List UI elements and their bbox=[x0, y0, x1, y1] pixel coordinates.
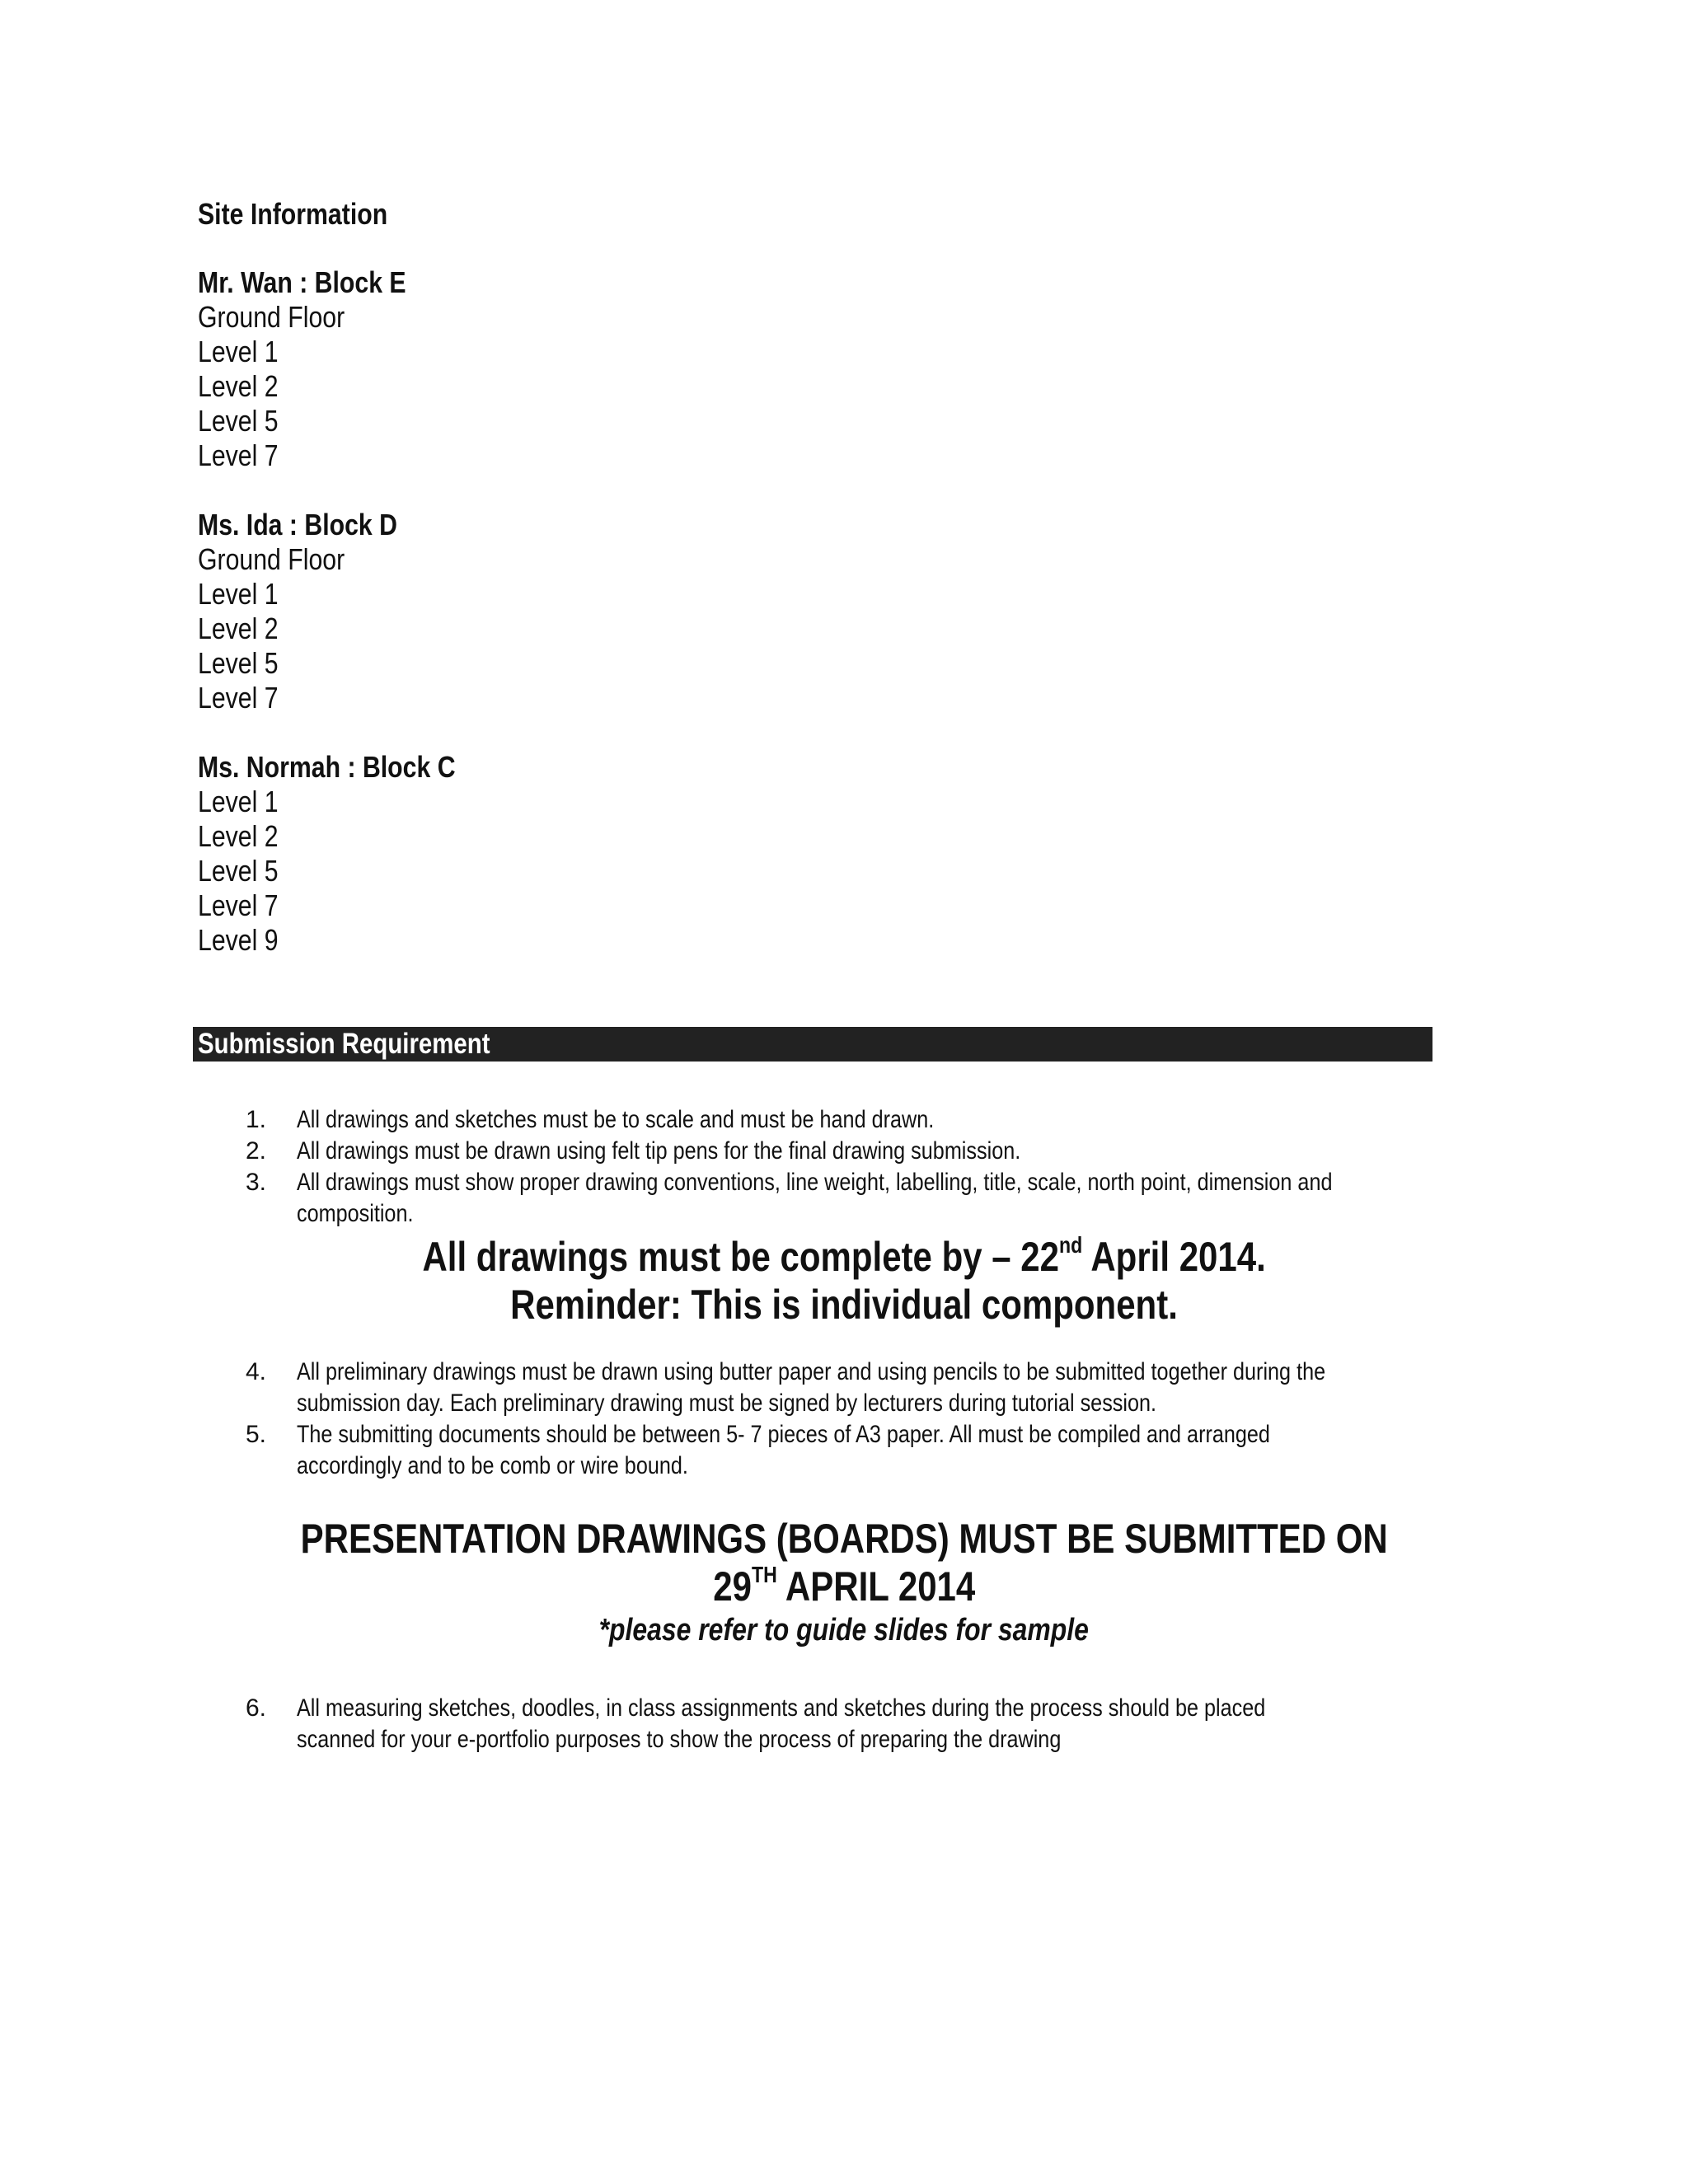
block-heading: Ms. Ida : Block D bbox=[198, 508, 397, 541]
list-item: 2. All drawings must be drawn using felt tip pens for the final drawing submission. bbox=[246, 1137, 1021, 1165]
level-item: Level 2 bbox=[198, 612, 279, 645]
level-item: Level 2 bbox=[198, 819, 279, 853]
level-item: Ground Floor bbox=[198, 542, 345, 576]
level-item: Ground Floor bbox=[198, 300, 345, 334]
submission-requirement-heading: Submission Requirement bbox=[193, 1027, 1432, 1062]
requirements-list bbox=[198, 1104, 1434, 1230]
level-item: Level 5 bbox=[198, 854, 279, 888]
requirements-list bbox=[198, 1693, 1434, 1755]
list-item: 5. The submitting documents should be between 5- 7 pieces of A3 paper. All must be compiled and arranged accordingly and to be comb or wire bound. bbox=[246, 1421, 1270, 1479]
block-d-section bbox=[198, 508, 435, 715]
level-item: Level 5 bbox=[198, 404, 279, 438]
level-item: Level 1 bbox=[198, 335, 279, 368]
block-heading: Ms. Normah : Block C bbox=[198, 750, 456, 784]
block-heading: Mr. Wan : Block E bbox=[198, 265, 406, 299]
level-item: Level 7 bbox=[198, 438, 279, 472]
list-item: 3. All drawings must show proper drawing conventions, line weight, labelling, title, scale, north point, dimension and composition. bbox=[246, 1169, 1333, 1227]
requirements-list bbox=[198, 1357, 1434, 1482]
block-c-section bbox=[198, 750, 504, 958]
list-item: 6. All measuring sketches, doodles, in class assignments and sketches during the process should be placed scanned for your e-portfolio purposes to show the process of preparing the drawing bbox=[246, 1694, 1266, 1753]
level-item: Level 1 bbox=[198, 785, 279, 818]
level-item: Level 9 bbox=[198, 923, 279, 957]
presentation-deadline-notice: PRESENTATION DRAWINGS (BOARDS) MUST BE SUBMITTED ON 29TH APRIL 2014 *please refer to guide slides for sample bbox=[0, 1515, 1688, 1650]
guide-note: *please refer to guide slides for sample bbox=[598, 1613, 1090, 1647]
list-item: 1. All drawings and sketches must be to scale and must be hand drawn. bbox=[246, 1106, 935, 1133]
level-item: Level 7 bbox=[198, 681, 279, 715]
completion-deadline-notice: All drawings must be complete by – 22nd April 2014. Reminder: This is individual component. bbox=[422, 1232, 1266, 1328]
list-item: 4. All preliminary drawings must be drawn using butter paper and using pencils to be submitted together during the submission day. Each preliminary drawing must be signed by lecturers during tutorial session. bbox=[246, 1358, 1326, 1417]
site-information-title: Site Information bbox=[198, 197, 388, 231]
level-item: Level 2 bbox=[198, 369, 279, 403]
level-item: Level 5 bbox=[198, 646, 279, 680]
level-item: Level 1 bbox=[198, 577, 279, 611]
level-item: Level 7 bbox=[198, 888, 279, 922]
block-e-section bbox=[198, 265, 446, 473]
